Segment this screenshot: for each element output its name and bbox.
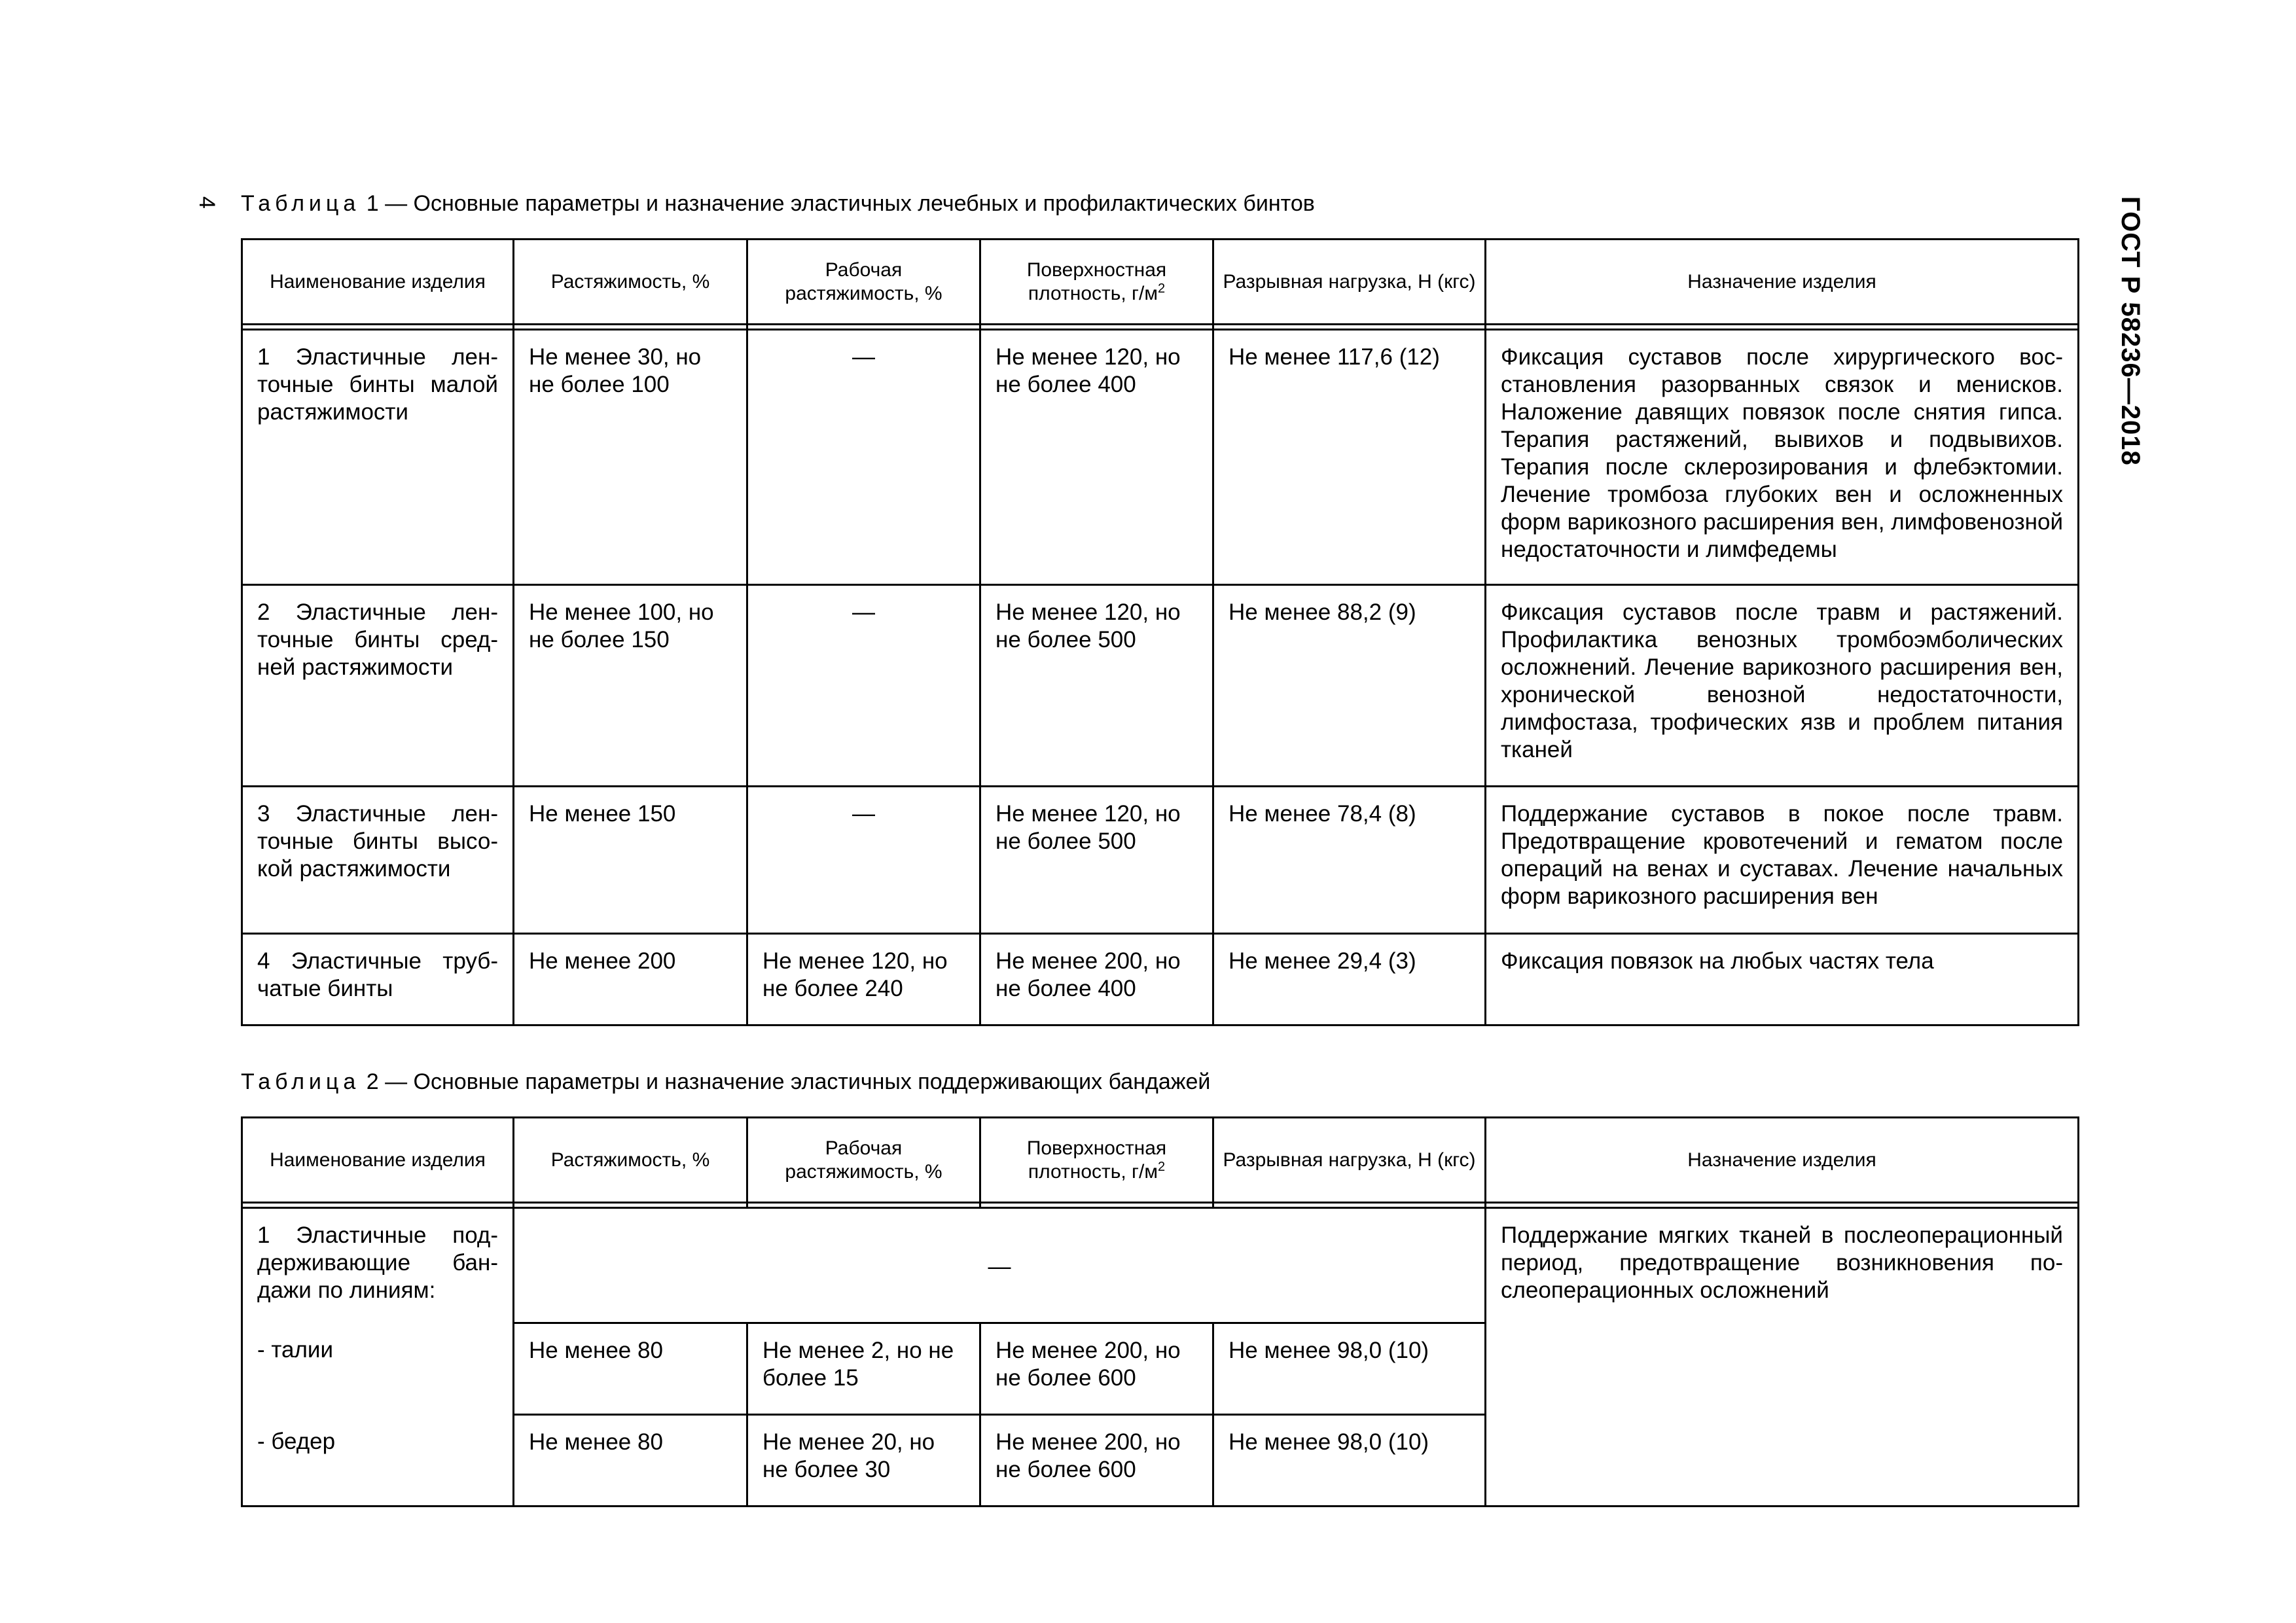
table2-caption-text: 2 — Основные параметры и назначение эластичных поддерживающих бандажей bbox=[360, 1069, 1211, 1094]
table1-header-break-load: Разрывная нагрузка, Н (кгс) bbox=[1213, 240, 1486, 325]
table2-header-purpose: Назначение изделия bbox=[1486, 1118, 2079, 1203]
table1-caption-text: 1 — Основные параметры и назначение эластичных лечебных и профилактических бинтов bbox=[360, 191, 1315, 216]
table2-row2-name: - бедер bbox=[242, 1415, 514, 1507]
table1-row4-work-stretch: Не менее 120, но не более 240 bbox=[747, 934, 980, 1026]
table1-row4-name: 4 Эластичные трубчатые бинты bbox=[242, 934, 514, 1026]
table2-caption bbox=[241, 1069, 1210, 1095]
table2-row1-density: Не менее 200, но не более 600 bbox=[980, 1323, 1213, 1415]
table-row bbox=[242, 934, 2079, 1026]
table2-row1-break-load: Не менее 98,0 (10) bbox=[1213, 1323, 1486, 1415]
table1-row1-name: 1 Эластичные ленточные бинты малой растяжимости bbox=[242, 330, 514, 585]
table2-row1-work-stretch: Не менее 2, но не более 15 bbox=[747, 1323, 980, 1415]
table2-header-row bbox=[242, 1118, 2079, 1203]
table1-header-name: Наименование изделия bbox=[242, 240, 514, 325]
table1-row3-work-stretch: — bbox=[747, 787, 980, 934]
document-code: ГОСТ Р 58236—2018 bbox=[2116, 196, 2145, 466]
table2-row1-stretch: Не менее 80 bbox=[514, 1323, 747, 1415]
table1-row4-stretch: Не менее 200 bbox=[514, 934, 747, 1026]
table1-row2-work-stretch: — bbox=[747, 585, 980, 787]
table1-row3-break-load: Не менее 78,4 (8) bbox=[1213, 787, 1486, 934]
table2-row2-break-load: Не менее 98,0 (10) bbox=[1213, 1415, 1486, 1507]
table2-header-stretch: Растяжимость, % bbox=[514, 1118, 747, 1203]
table1 bbox=[241, 238, 2079, 1026]
table2-header-density-sup: 2 bbox=[1157, 1159, 1166, 1174]
table1-row4-purpose: Фиксация повязок на любых частях тела bbox=[1486, 934, 2079, 1026]
table2-row2-density: Не менее 200, но не более 600 bbox=[980, 1415, 1213, 1507]
table1-header-row bbox=[242, 240, 2079, 325]
table-row bbox=[242, 1208, 2079, 1323]
table1-header-density-sup: 2 bbox=[1157, 281, 1166, 296]
table1-row4-density: Не менее 200, но не более 400 bbox=[980, 934, 1213, 1026]
table2-row2-stretch: Не менее 80 bbox=[514, 1415, 747, 1507]
table2-caption-word: Таблица bbox=[241, 1069, 361, 1094]
table2-group-merged-value: — bbox=[514, 1208, 1486, 1323]
table2-header-density-text: Поверхностная плотность, г/м bbox=[1026, 1137, 1167, 1183]
table1-row1-break-load: Не менее 117,6 (12) bbox=[1213, 330, 1486, 585]
table1-row1-purpose: Фиксация суставов после хирургического восстановления разорванных связок и менисков. Наложение давящих повязок после снятия гипса. Терапия растяжений, вывихов и подвывихов. Терапия после склерозирования и флебэктомии. Лечение тромбоза глубоких вен и осложненных форм варикозного расширения вен, лимфовенозной недостаточности и лимфедемы bbox=[1486, 330, 2079, 585]
table1-header-density-text: Поверхностная плотность, г/м bbox=[1026, 259, 1167, 304]
table2-header-name: Наименование изделия bbox=[242, 1118, 514, 1203]
table1-row3-purpose: Поддержание суставов в покое после травм. Предотвращение кровотечений и гематом после операций на венах и суставах. Лечение начальных форм варикозного расширения вен bbox=[1486, 787, 2079, 934]
table-row bbox=[242, 585, 2079, 787]
table1-row3-density: Не менее 120, но не более 500 bbox=[980, 787, 1213, 934]
table1-header-work-stretch: Рабочая растяжимость, % bbox=[747, 240, 980, 325]
table1-header-stretch: Растяжимость, % bbox=[514, 240, 747, 325]
table1-header-density bbox=[980, 240, 1213, 325]
table1-row2-purpose: Фиксация суставов после травм и растяжений. Профилактика венозных тромбоэмболических осложнений. Лечение варикозного расширения вен, хронической венозной недостаточности, лимфостаза, трофических язв и проблем питания тканей bbox=[1486, 585, 2079, 787]
table1-row3-name: 3 Эластичные ленточные бинты высокой растяжимости bbox=[242, 787, 514, 934]
table1-row2-break-load: Не менее 88,2 (9) bbox=[1213, 585, 1486, 787]
table2-row1-name: - талии bbox=[242, 1323, 514, 1415]
table-row bbox=[242, 330, 2079, 585]
table1-row3-stretch: Не менее 150 bbox=[514, 787, 747, 934]
table1-row1-stretch: Не менее 30, но не более 100 bbox=[514, 330, 747, 585]
table2-row2-work-stretch: Не менее 20, но не более 30 bbox=[747, 1415, 980, 1507]
table1-row2-density: Не менее 120, но не более 500 bbox=[980, 585, 1213, 787]
table1-caption bbox=[241, 191, 1315, 217]
table2-group-name: 1 Эластичные поддерживающие бандажи по линиям: bbox=[242, 1208, 514, 1323]
table-row bbox=[242, 787, 2079, 934]
table1-row4-break-load: Не менее 29,4 (3) bbox=[1213, 934, 1486, 1026]
table1-caption-word: Таблица bbox=[241, 191, 361, 216]
table2-group-purpose: Поддержание мягких тканей в послеоперационный период, предотвращение возникновения послеоперационных осложнений bbox=[1486, 1208, 2079, 1507]
table2-header-work-stretch: Рабочая растяжимость, % bbox=[747, 1118, 980, 1203]
table2-header-break-load: Разрывная нагрузка, Н (кгс) bbox=[1213, 1118, 1486, 1203]
table1-header-purpose: Назначение изделия bbox=[1486, 240, 2079, 325]
table1-row1-work-stretch: — bbox=[747, 330, 980, 585]
page-number: 4 bbox=[194, 196, 219, 209]
table1-row2-stretch: Не менее 100, но не более 150 bbox=[514, 585, 747, 787]
table2-header-density bbox=[980, 1118, 1213, 1203]
table2 bbox=[241, 1116, 2079, 1507]
table1-row2-name: 2 Эластичные ленточные бинты средней растяжимости bbox=[242, 585, 514, 787]
table1-row1-density: Не менее 120, но не более 400 bbox=[980, 330, 1213, 585]
